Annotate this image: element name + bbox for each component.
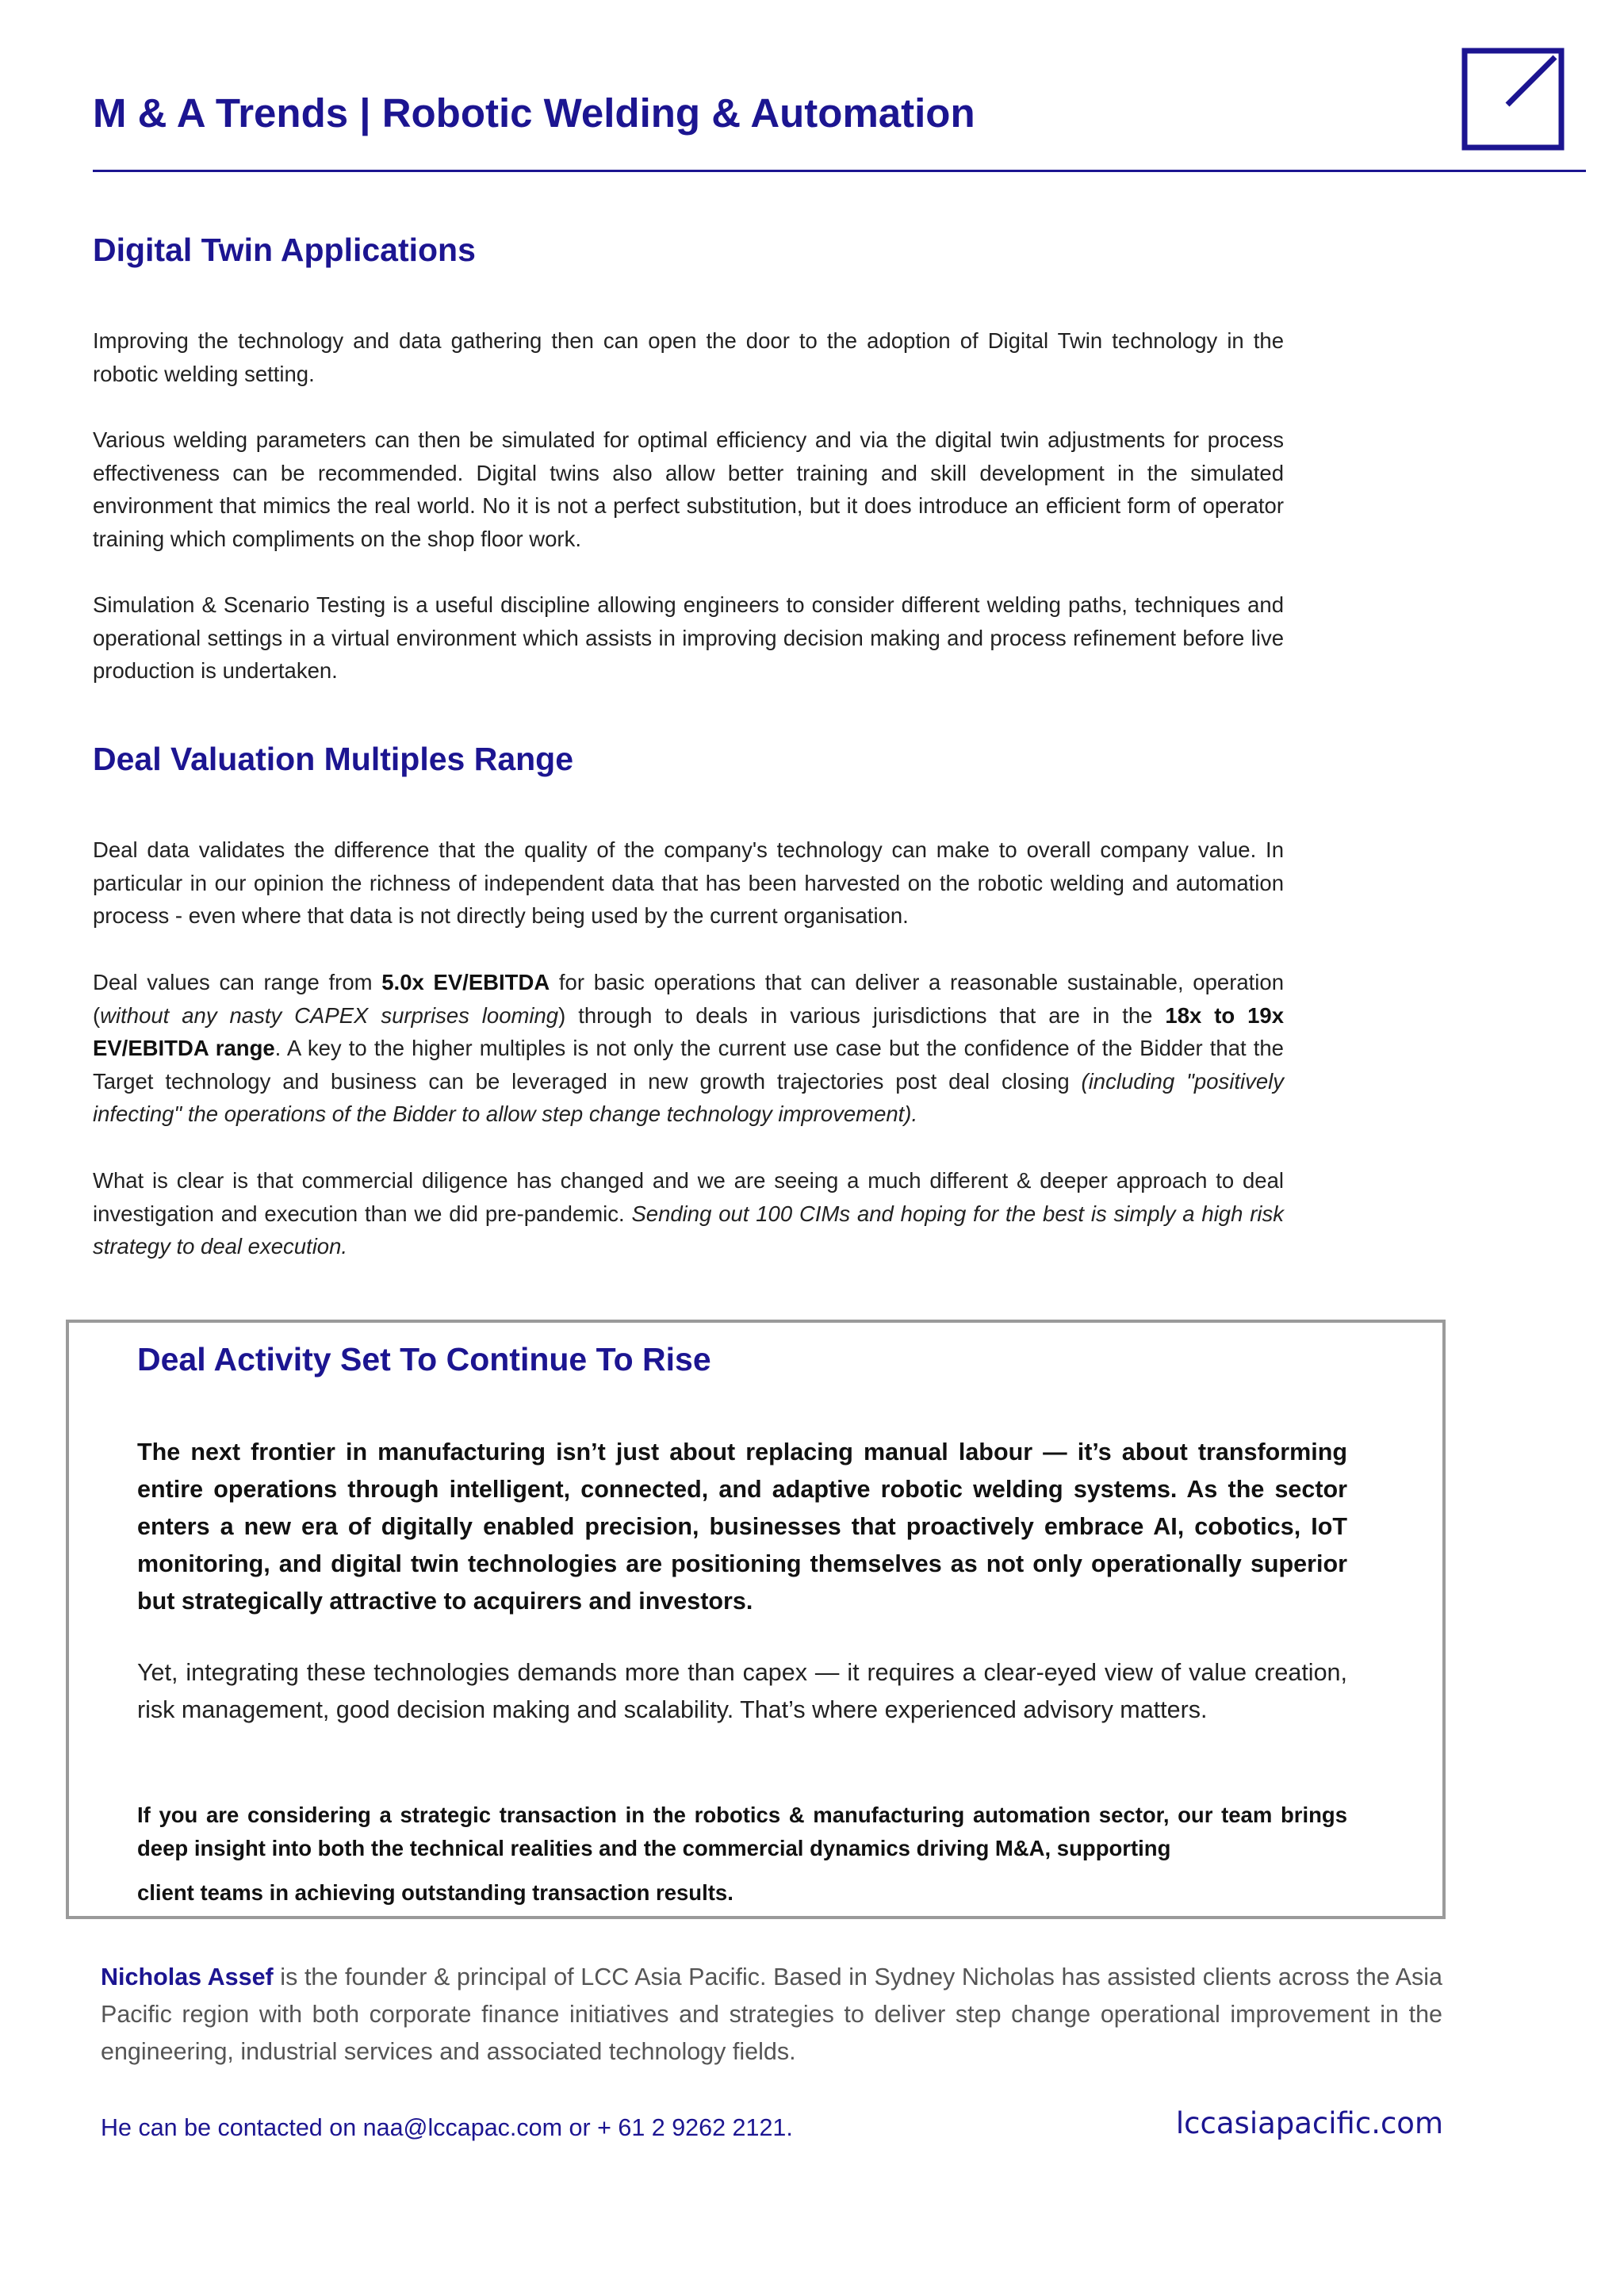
italic-aside: Sending out 100 CIMs and hoping for the best is simply a high risk strategy to deal execution. <box>93 1201 1284 1259</box>
valuation-paragraph-1: Deal data validates the difference that the quality of the company's technology can make to overall company value. In particular in our opinion the richness of independent data that has been harvested on the robotic welding and automation process - even where that data is not directly being used by the current organisation. <box>93 837 1284 928</box>
italic-aside: without any nasty CAPEX surprises looming <box>100 1002 559 1028</box>
callout-call-to-action <box>137 1799 1347 1910</box>
text-run: What is clear is that commercial diligence has changed and we are seeing a much different & deeper approach to deal investigation and execution than we did pre-pandemic. <box>93 1168 1284 1226</box>
author-name: Nicholas Assef <box>101 1964 274 1990</box>
multiple-high: 18x to 19x EV/EBITDA range <box>93 1002 1284 1060</box>
cta-text: If you are considering a strategic transaction in the robotics & manufacturing automation sector, our team brings deep insight into both the technical realities and the commercial dynamics driving M&A, supporting <box>137 1803 1347 1860</box>
header-divider <box>93 170 1586 172</box>
multiple-low: 5.0x EV/EBITDA <box>381 970 550 994</box>
text-run: for basic operations that can deliver a reasonable sustainable, operation ( <box>93 970 1284 1028</box>
page-title: M & A Trends | Robotic Welding & Automation <box>93 90 975 136</box>
valuation-paragraph-3 <box>93 1164 1284 1263</box>
callout-title: Deal Activity Set To Continue To Rise <box>137 1341 711 1377</box>
digital-twin-paragraph-2: Various welding parameters can then be simulated for optimal efficiency and via the digital twin adjustments for process effectiveness can be recommended. Digital twins also allow better training and skill development in the simulated environment that mimics the real world. No it is not a perfect substitution, but it does introduce an efficient form of operator training which compliments on the shop floor work. <box>93 427 1284 551</box>
text-run: Deal values can range from <box>93 970 382 994</box>
digital-twin-paragraph-1: Improving the technology and data gathering then can open the door to the adoption of Digital Twin technology in the robotic welding setting. <box>93 328 1284 386</box>
text-run: ) through to deals in various jurisdictions that are in the <box>558 1002 1166 1028</box>
text-run: . A key to the higher multiples is not only the current use case but the confidence of the Bidder that the Target technology and business can be leveraged in new growth trajectories post deal closing <box>93 1036 1284 1094</box>
valuation-paragraph-2 <box>93 966 1284 1131</box>
author-bio <box>101 1959 1442 2071</box>
square-slash-logo-icon <box>1461 48 1565 151</box>
author-bio-text: is the founder & principal of LCC Asia Pacific. Based in Sydney Nicholas has assisted clients across the Asia Pacific region with both corporate finance initiatives and strategies to deliver step change operational improvement in the engineering, industrial services and associated technology fields. <box>101 1964 1442 2065</box>
callout-paragraph: Yet, integrating these technologies demands more than capex — it requires a clear-eyed view of value creation, risk management, good decision making and scalability. That’s where experienced advisory matters. <box>137 1659 1347 1723</box>
website-link[interactable]: lccasiapacific.com <box>1175 2106 1443 2140</box>
contact-line: He can be contacted on naa@lccapac.com or + 61 2 9262 2121. <box>101 2114 793 2141</box>
digital-twin-paragraph-3: Simulation & Scenario Testing is a useful discipline allowing engineers to consider different welding paths, techniques and operational settings in a virtual environment which assists in improving decision making and process refinement before live production is undertaken. <box>93 592 1284 683</box>
section-heading-digital-twin: Digital Twin Applications <box>93 232 476 268</box>
callout-bold-paragraph: The next frontier in manufacturing isn’t just about replacing manual labour — it’s about transforming entire operations through intelligent, connected, and adaptive robotic welding systems. As the sector enters a new era of digitally enabled precision, businesses that proactively embrace AI, cobotics, IoT monitoring, and digital twin technologies are positioning themselves as not only operationally superior but strategically attractive to acquirers and investors. <box>137 1439 1347 1615</box>
cta-text-last: client teams in achieving outstanding transaction results. <box>137 1880 733 1905</box>
section-heading-valuation: Deal Valuation Multiples Range <box>93 741 574 777</box>
italic-aside: (including "positively infecting" the operations of the Bidder to allow step change technology improvement). <box>93 1068 1284 1126</box>
